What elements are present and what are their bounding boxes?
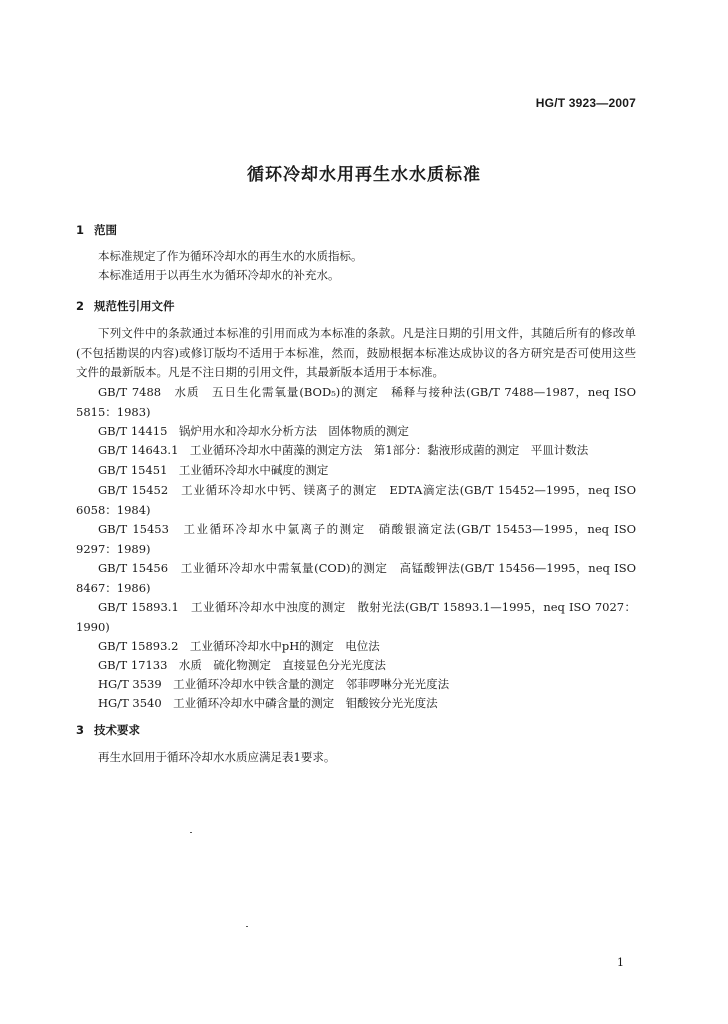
scan-speck — [246, 926, 248, 927]
reference-item: GB/T 15893.2 工业循环冷却水中pH的测定 电位法 — [98, 639, 380, 653]
section-number: 1 — [76, 223, 85, 237]
section-2-heading — [76, 298, 175, 314]
intro-text: 下列文件中的条款通过本标准的引用而成为本标准的条款。凡是注日期的引用文件，其随后所有的修改单(不包括勘误的内容)或修订版均不适用于本标准，然而，鼓励根据本标准达成协议的各方研究是否可使用这些文件的最新版本。凡是不注日期的引用文件，其最新版本适用于本标准。 — [76, 326, 636, 379]
section-title: 规范性引用文件 — [94, 299, 175, 313]
reference-item: GB/T 15453 工业循环冷却水中氯离子的测定 硝酸银滴定法(GB/T 15453—1995，neq ISO 9297：1989) — [76, 522, 636, 556]
reference-item: HG/T 3539 工业循环冷却水中铁含量的测定 邻菲啰啉分光光度法 — [98, 677, 450, 691]
reference-item: GB/T 15456 工业循环冷却水中需氧量(COD)的测定 高锰酸钾法(GB/T 15456—1995，neq ISO 8467：1986) — [76, 561, 636, 595]
reference-item: GB/T 15893.1 工业循环冷却水中浊度的测定 散射光法(GB/T 15893.1—1995，neq ISO 7027：1990) — [76, 600, 636, 634]
section-1-heading — [76, 222, 117, 238]
section-1-paragraph: 本标准规定了作为循环冷却水的再生水的水质指标。 — [98, 249, 363, 263]
reference-item: GB/T 7488 水质 五日生化需氧量(BOD₅)的测定 稀释与接种法(GB/T 7488—1987，neq ISO 5815：1983) — [76, 385, 636, 419]
reference-item: GB/T 14415 锅炉用水和冷却水分析方法 固体物质的测定 — [98, 424, 409, 438]
page-number: 1 — [617, 956, 624, 969]
section-number: 2 — [76, 299, 85, 313]
section-1-paragraph: 本标准适用于以再生水为循环冷却水的补充水。 — [98, 268, 340, 282]
reference-item: HG/T 3540 工业循环冷却水中磷含量的测定 钼酸铵分光光度法 — [98, 696, 438, 710]
section-3-heading — [76, 722, 140, 738]
reference-item: GB/T 15451 工业循环冷却水中碱度的测定 — [98, 463, 329, 477]
scan-speck — [190, 832, 192, 833]
reference-item: GB/T 15452 工业循环冷却水中钙、镁离子的测定 EDTA滴定法(GB/T 15452—1995，neq ISO 6058：1984) — [76, 483, 636, 517]
section-title: 技术要求 — [94, 723, 140, 737]
reference-item: GB/T 17133 水质 硫化物测定 直接显色分光光度法 — [98, 658, 386, 672]
section-title: 范围 — [94, 223, 117, 237]
section-2-intro — [76, 324, 636, 383]
section-number: 3 — [76, 723, 85, 737]
section-3-paragraph: 再生水回用于循环冷却水水质应满足表1要求。 — [98, 750, 336, 764]
standard-code: HG/T 3923—2007 — [535, 96, 636, 110]
document-title: 循环冷却水用再生水水质标准 — [247, 165, 481, 185]
reference-item: GB/T 14643.1 工业循环冷却水中菌藻的测定方法 第1部分：黏液形成菌的测定 平皿计数法 — [98, 443, 589, 457]
